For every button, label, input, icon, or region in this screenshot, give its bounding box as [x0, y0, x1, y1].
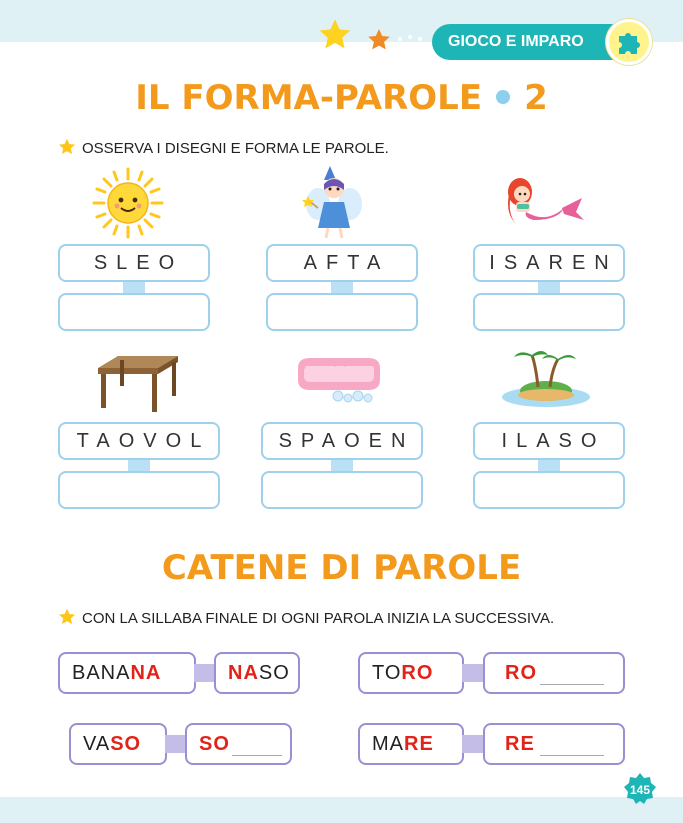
- star-icon: [367, 28, 391, 52]
- dot-decoration: [418, 37, 422, 41]
- island-icon: [500, 345, 592, 409]
- chain-word-box: [69, 723, 167, 765]
- chain-connector: [194, 664, 216, 682]
- chain-answer-box[interactable]: [185, 723, 292, 765]
- title-text: IL FORMA-PAROLE: [135, 78, 483, 118]
- instruction-text: CON LA SILLABA FINALE DI OGNI PAROLA INIZIA LA SUCCESSIVA.: [82, 610, 555, 627]
- puzzle-badge: [606, 19, 652, 65]
- chain-connector: [462, 664, 484, 682]
- chain-word-box: [358, 723, 464, 765]
- dot-decoration: [408, 35, 412, 39]
- section-title: CATENE DI PAROLE: [161, 548, 522, 588]
- word-start: TO: [372, 662, 402, 684]
- chain-word-box: [58, 652, 196, 694]
- table-icon: [96, 352, 180, 416]
- title-dot: [496, 90, 510, 104]
- puzzle-icon: [615, 28, 645, 58]
- scrambled-word-box: TAOVOL: [58, 422, 220, 460]
- chain-connector: [462, 735, 484, 753]
- final-syllable: SO: [110, 733, 142, 755]
- answer-box[interactable]: [473, 471, 625, 509]
- star-icon: [58, 138, 76, 156]
- start-syllable: SO: [199, 733, 230, 755]
- word-start: VA: [83, 733, 111, 755]
- answer-line: [540, 684, 604, 685]
- star-icon: [58, 608, 76, 626]
- chain-answer-box[interactable]: [483, 652, 625, 694]
- answer-box[interactable]: [58, 293, 210, 331]
- answer-box[interactable]: [261, 471, 423, 509]
- start-syllable: NA: [228, 662, 259, 684]
- fairy-icon: [300, 162, 368, 242]
- page-title: [0, 78, 683, 118]
- dot-decoration: [398, 37, 402, 41]
- bottom-band: [0, 797, 683, 823]
- word-start: MA: [372, 733, 404, 755]
- answer-box[interactable]: [58, 471, 220, 509]
- answer-line: [232, 755, 282, 756]
- answer-box[interactable]: [266, 293, 418, 331]
- final-syllable: RO: [401, 662, 434, 684]
- mermaid-icon: [498, 172, 588, 234]
- page-number: 145: [629, 783, 651, 797]
- word-start: BANA: [72, 662, 131, 684]
- chain-answer-box[interactable]: [483, 723, 625, 765]
- chain-answer-box[interactable]: [214, 652, 300, 694]
- star-icon: [318, 18, 352, 52]
- instruction-1: [58, 138, 389, 157]
- scrambled-word-box: ISAREN: [473, 244, 625, 282]
- instruction-text: OSSERVA I DISEGNI E FORMA LE PAROLE.: [82, 140, 389, 157]
- scrambled-word-box: AFTA: [266, 244, 418, 282]
- answer-line: [540, 755, 604, 756]
- scrambled-word-box: ILASO: [473, 422, 625, 460]
- sun-icon: [90, 165, 166, 241]
- final-syllable: NA: [130, 662, 162, 684]
- instruction-2: [58, 608, 554, 627]
- section-badge: GIOCO E IMPARO: [432, 24, 618, 60]
- scrambled-word-box: SLEO: [58, 244, 210, 282]
- start-syllable: RO: [505, 662, 537, 684]
- soap-icon: [294, 354, 384, 406]
- page-number-badge: [622, 772, 658, 808]
- chain-connector: [165, 735, 187, 753]
- answer-box[interactable]: [473, 293, 625, 331]
- chain-word-box: [358, 652, 464, 694]
- title-number: 2: [524, 78, 548, 118]
- start-syllable: RE: [505, 733, 535, 755]
- scrambled-word-box: SPAOEN: [261, 422, 423, 460]
- final-syllable: RE: [404, 733, 434, 755]
- answer-text: SO: [258, 662, 290, 684]
